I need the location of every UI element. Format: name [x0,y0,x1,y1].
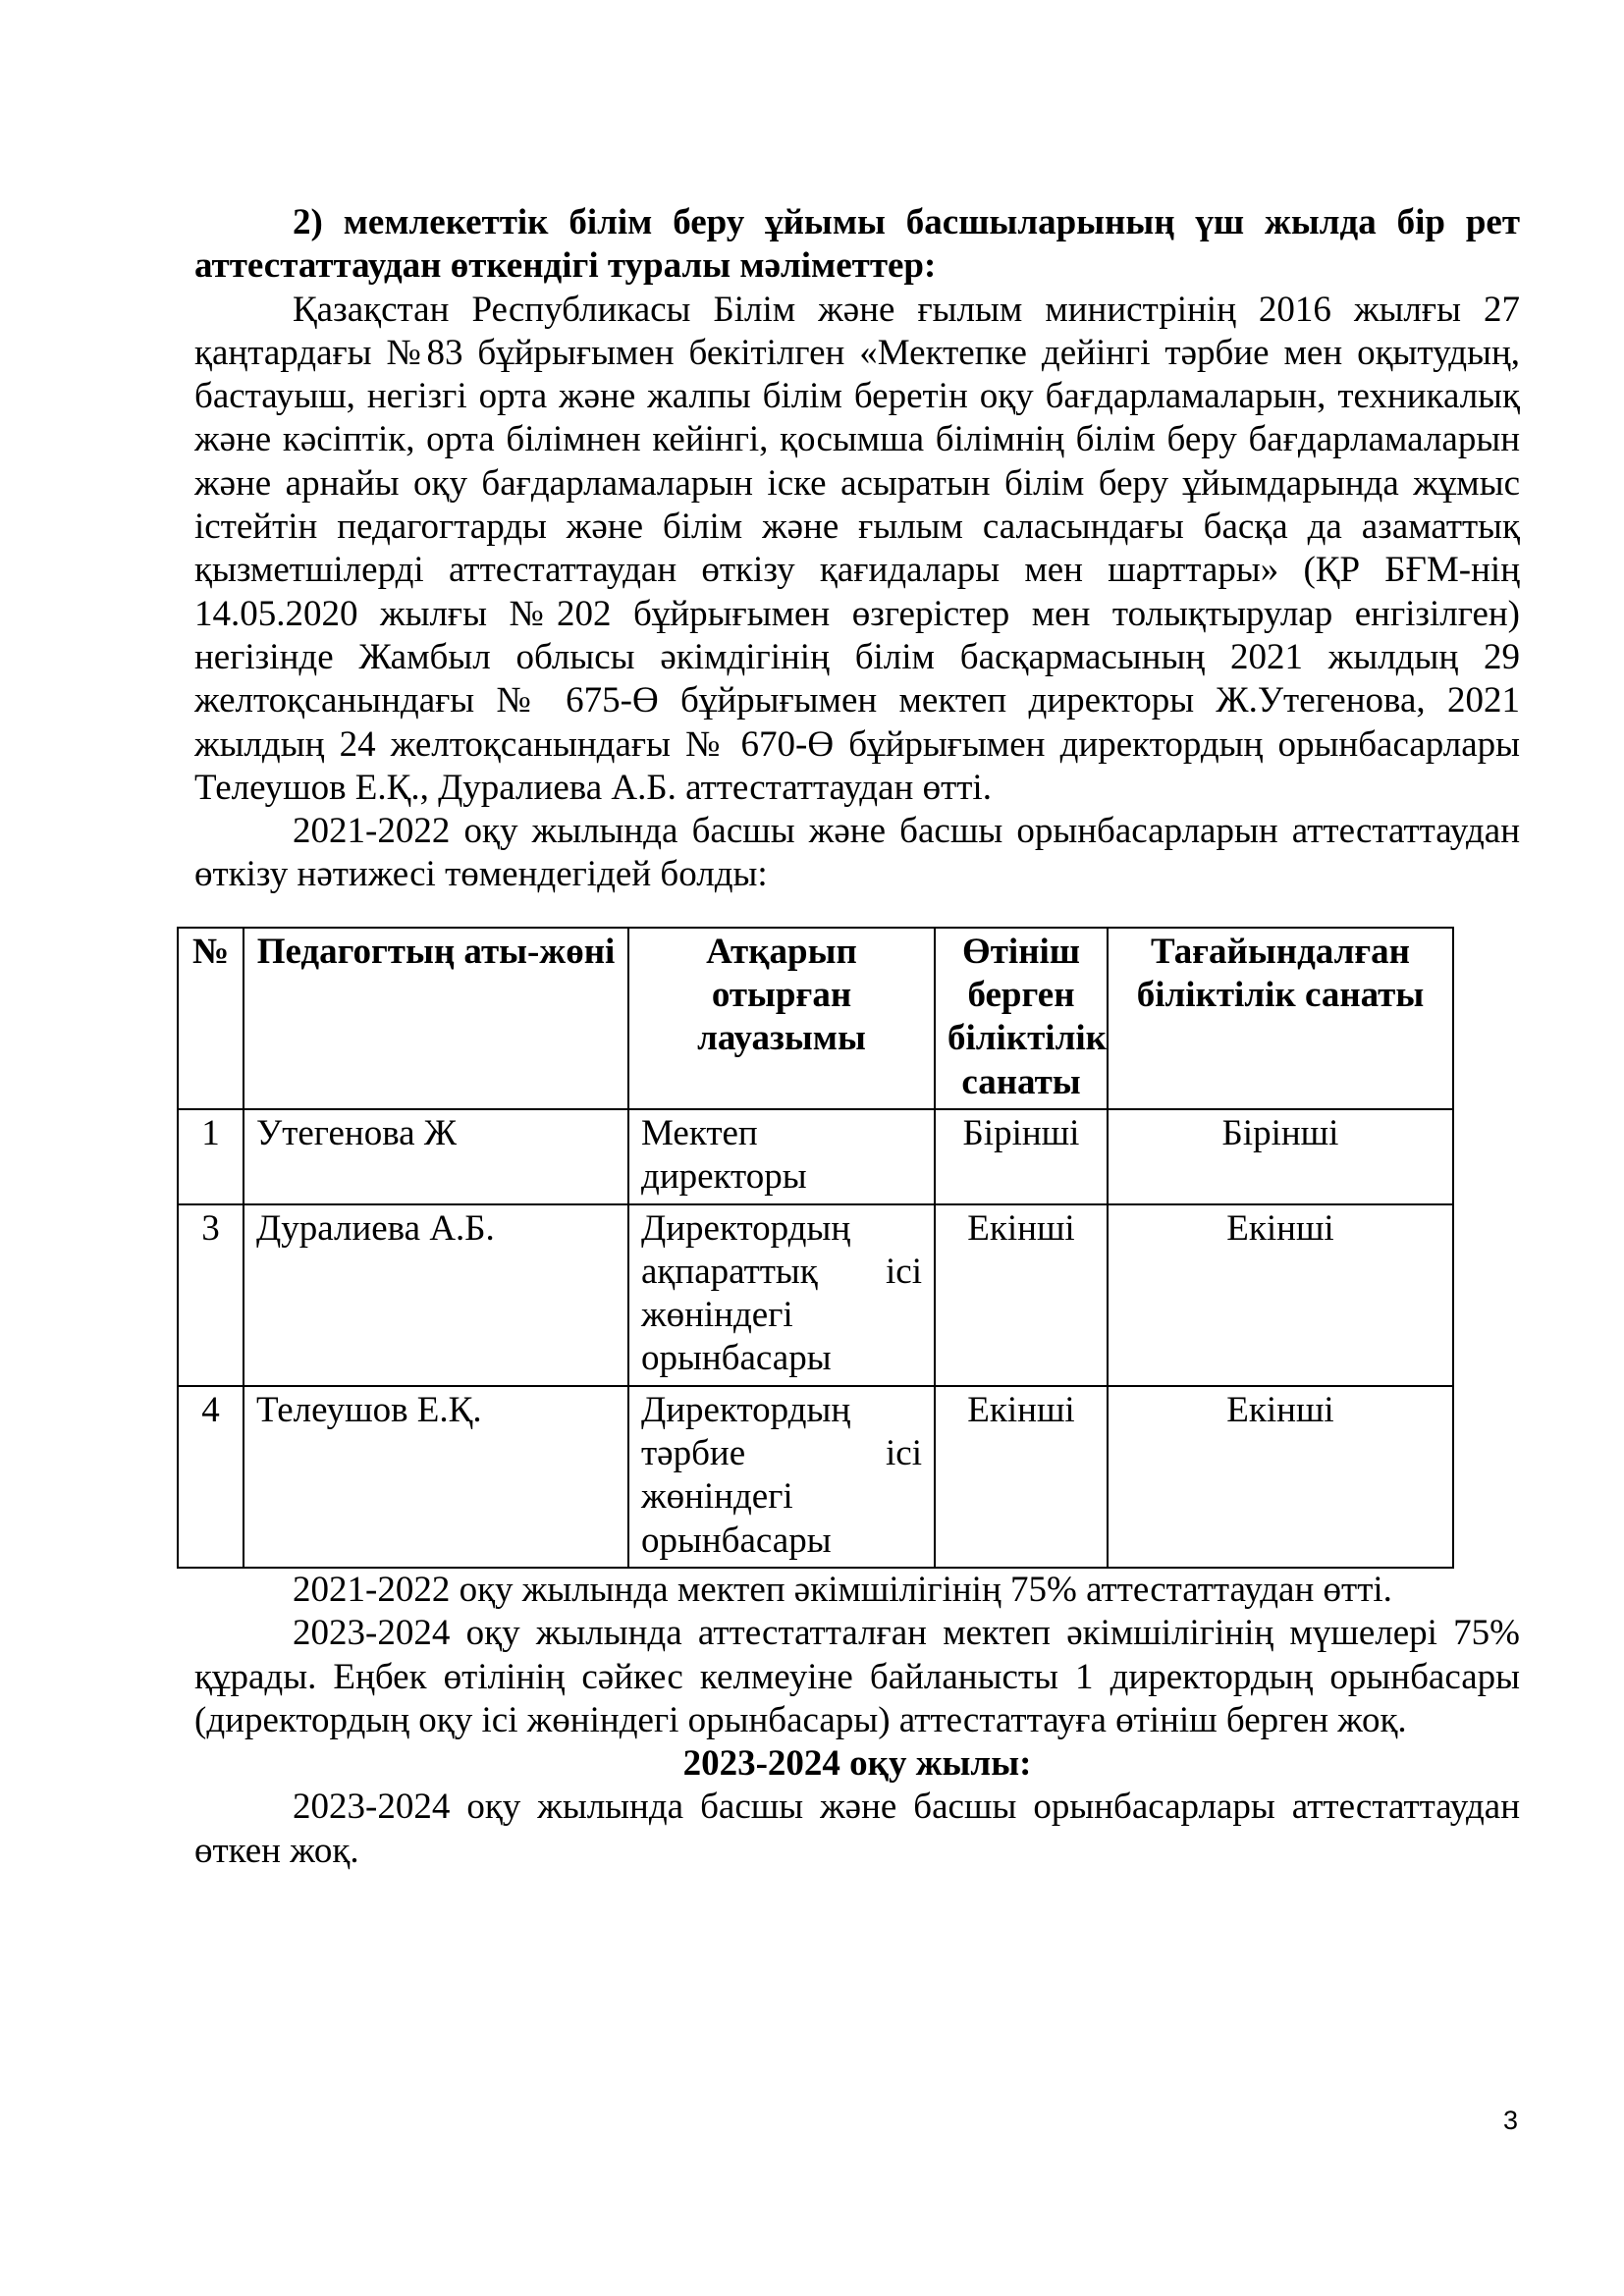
paragraph-2021-result: 2021-2022 оқу жылында мектеп әкімшілігінің 75% аттестаттаудан өтті. [293,1569,1392,1610]
cell-num: 1 [178,1109,244,1204]
header-assigned-category: Тағайындалған біліктілік санаты [1108,928,1453,1109]
cell-assigned-category: Екінші [1108,1204,1453,1386]
table-header-row [178,928,1453,1109]
header-num: № [178,928,244,1109]
document-body [191,201,1520,1873]
cell-name: Дуралиева А.Б. [244,1204,628,1386]
subheading-2023-2024: 2023-2024 оқу жылы: [682,1743,1032,1785]
cell-assigned-category: Бірінші [1108,1109,1453,1204]
paragraph-2023-2024: 2023-2024 оқу жылында басшы және басшы орынбасарлары аттестаттаудан өткен жоқ. [194,1787,1520,1871]
cell-assigned-category: Екінші [1108,1386,1453,1568]
table-row [178,1109,1453,1204]
cell-position: Директордың ақпараттық ісі жөніндегі орынбасары [628,1204,935,1386]
cell-requested-category: Бірінші [935,1109,1108,1204]
paragraph-2023-result: 2023-2024 оқу жылында аттестатталған мектеп әкімшілігінің мүшелері 75% құрады. Еңбек өтілінің сәйкес келмеуіне байланысты 1 директордың орынбасары (директордың оқу ісі жөніндегі орынбасары) аттестаттауға өтініш берген жоқ. [194,1613,1520,1740]
cell-position: Директордың тәрбие ісі жөніндегі орынбасары [628,1386,935,1568]
header-requested-category: Өтініш берген біліктілік санаты [935,928,1108,1109]
attestation-table [177,927,1454,1569]
table-row [178,1386,1453,1568]
header-position: Атқарып отырған лауазымы [628,928,935,1109]
cell-num: 4 [178,1386,244,1568]
paragraph-results-intro: 2021-2022 оқу жылында басшы және басшы орынбасарларын аттестаттаудан өткізу нәтижесі төмендегідей болды: [194,811,1520,895]
cell-requested-category: Екінші [935,1386,1108,1568]
cell-num: 3 [178,1204,244,1386]
paragraph-legal-basis: Қазақстан Республикасы Білім және ғылым министрінің 2016 жылғы 27 қаңтардағы №83 бұйрығымен бекітілген «Мектепке дейінгі тәрбие мен оқытудың, бастауыш, негізгі орта және жалпы білім беретін оқу бағдарламаларын, техникалық және кәсіптік, орта білімнен кейінгі, қосымша білімнің білім беру бағдарламаларын және арнайы оқу бағдарламаларын іске асыратын білім беру ұйымдарында жұмыс істейтін педагогтарды және білім және ғылым саласындағы басқа да азаматтық қызметшілерді аттестаттаудан өткізу қағидалары мен шарттары» (ҚР БҒМ-нің 14.05.2020 жылғы №202 бұйрығымен өзгерістер мен толықтырулар енгізілген) негізінде Жамбыл облысы әкімдігінің білім басқармасының 2021 жылдың 29 желтоқсанындағы № 675-Ө бұйрығымен мектеп директоры Ж.Утегенова, 2021 жылдың 24 желтоқсанындағы № 670-Ө бұйрығымен директордың орынбасарлары Телеушов Е.Қ., Дуралиева А.Б. аттестаттаудан өтті. [194,289,1520,808]
page-number: 3 [1502,2106,1518,2135]
cell-name: Утегенова Ж [244,1109,628,1204]
cell-name: Телеушов Е.Қ. [244,1386,628,1568]
cell-requested-category: Екінші [935,1204,1108,1386]
cell-position: Мектеп директоры [628,1109,935,1204]
header-name: Педагогтың аты-жөні [244,928,628,1109]
table-row [178,1204,1453,1386]
section-heading: 2) мемлекеттік білім беру ұйымы басшыларының үш жылда бір рет аттестаттаудан өткендігі туралы мәліметтер: [194,202,1520,287]
